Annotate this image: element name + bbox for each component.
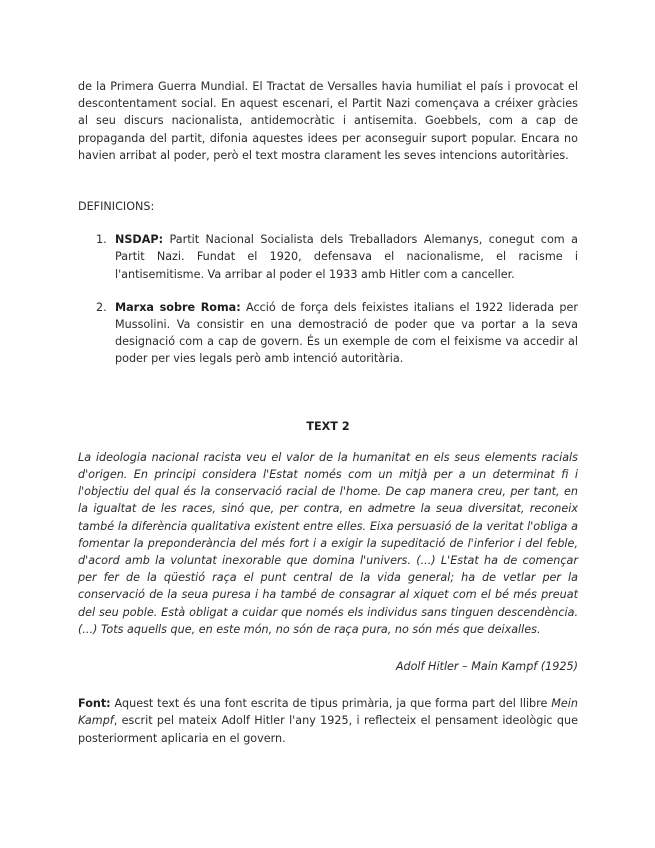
text2-attribution: Adolf Hitler – Main Kampf (1925) bbox=[395, 660, 578, 674]
definition-description: Acció de força dels feixistes italians el 1922 liderada per Mussolini. Va consistir en una demostració de poder que va portar a la seva designació com a cap de govern. És un exemple de com el feixisme va accedir al poder per vies legals però amb intenció autoritària. bbox=[115, 300, 578, 366]
text2-quote: La ideologia nacional racista veu el valor de la humanitat en els seus elements racials d'origen. En principi considera l'Estat només com un mitjà per a un determinat fi i l'objectiu del qual és la conservació racial de l'home. De cap manera creu, per tant, en la igualtat de les races, sinó que, per contra, en admetre la seua diversitat, reconeix també la diferència qualitativa existent entre elles. Eixa persuasió de la veritat l'obliga a fomentar la preponderància del més fort i a exigir la supeditació de l'inferior i del feble, d'acord amb la voluntat inexorable que domina l'univers. (...) L'Estat ha de començar per fer de la qüestió raça el punt central de la vida general; ha de vetlar per la conservació de la seua puresa i ha també de consagrar al xiquet com el bé més preuat del seu poble. Està obligat a cuidar que només els individus sans tinguen descendència. (...) Tots aquells que, en este món, no són de raça pura, no són més que deixalles. bbox=[78, 450, 578, 636]
definition-term: NSDAP: bbox=[115, 233, 164, 247]
definition-number: 2. bbox=[96, 300, 107, 314]
source-text-before: Aquest text és una font escrita de tipus primària, ja que forma part del llibre bbox=[110, 697, 552, 711]
definition-item-marxa-sobre-roma bbox=[78, 299, 578, 368]
definitions-list bbox=[78, 231, 578, 367]
definition-number: 1. bbox=[96, 233, 107, 247]
definitions-heading: DEFINICIONS: bbox=[78, 200, 155, 214]
definition-description: Partit Nacional Socialista dels Treballadors Alemanys, conegut com a Partit Nazi. Fundat el 1920, defensava el nacionalisme, el racisme i l'antisemitisme. Va arribar al poder el 1933 amb Hitler com a canceller. bbox=[115, 233, 578, 281]
source-label: Font: bbox=[78, 697, 111, 711]
source-book-title: Mein Kampf bbox=[78, 697, 578, 728]
document-page bbox=[78, 78, 578, 747]
source-paragraph bbox=[78, 695, 578, 747]
text2-title: TEXT 2 bbox=[306, 419, 350, 433]
source-text-after: , escrit pel mateix Adolf Hitler l'any 1925, i reflecteix el pensament ideològic que posteriorment aplicaria en el govern. bbox=[78, 714, 578, 745]
definition-term: Marxa sobre Roma: bbox=[115, 300, 241, 314]
intro-paragraph: de la Primera Guerra Mundial. El Tractat de Versalles havia humiliat el país i provocat el descontentament social. En aquest escenari, el Partit Nazi començava a créixer gràcies al seu discurs nacionalista, antidemocràtic i antisemita. Goebbels, com a cap de propaganda del partit, difonia aquestes idees per aconseguir suport popular. Encara no havien arribat al poder, però el text mostra clarament les seves intencions autoritàries. bbox=[78, 80, 578, 162]
definition-item-nsdap bbox=[78, 231, 578, 283]
